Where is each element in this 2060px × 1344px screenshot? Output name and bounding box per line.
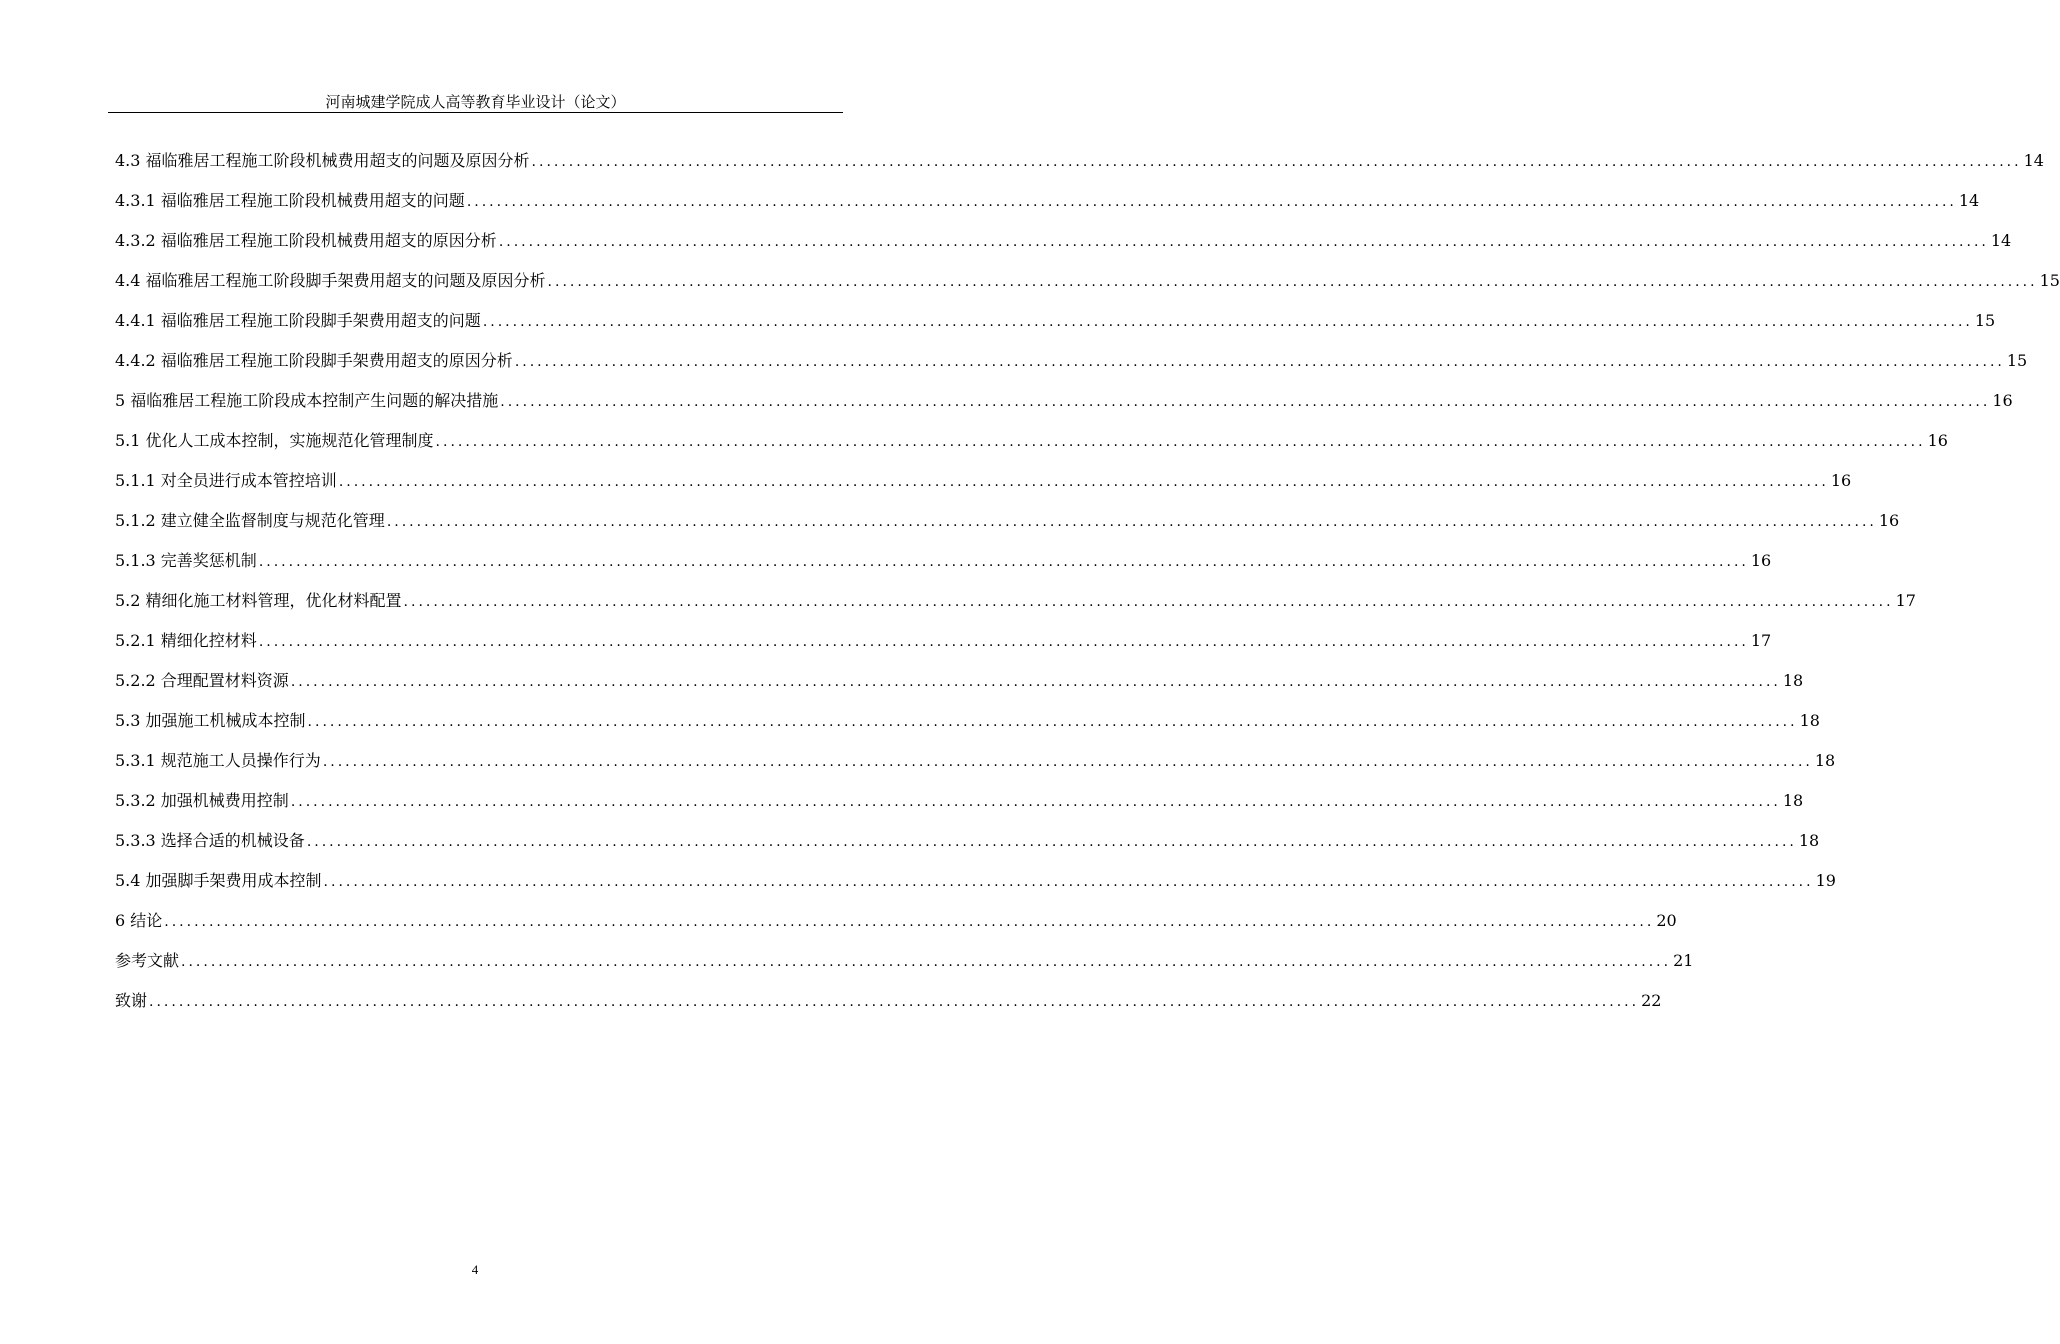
toc-entry-title: 完善奖惩机制 xyxy=(160,551,257,570)
toc-leader-dots: ........................................................................................................................................................................................................ xyxy=(403,594,1894,610)
toc-leader-dots: ........................................................................................................................................................................................................ xyxy=(531,154,2022,170)
toc-leader-dots: ........................................................................................................................................................................................................ xyxy=(306,834,1797,850)
toc-entry-page: 19 xyxy=(1815,871,1836,890)
toc-entry-number: 5.2.2 xyxy=(115,671,161,690)
toc-entry-number: 4.3.1 xyxy=(115,191,161,210)
toc-entry-page: 14 xyxy=(2023,151,2044,170)
toc-entry-title: 合理配置材料资源 xyxy=(160,671,289,690)
header-rule xyxy=(108,112,843,113)
toc-entry-page: 17 xyxy=(1750,631,1772,650)
toc-leader-dots: ........................................................................................................................................................................................................ xyxy=(466,194,1957,210)
toc-entry-number: 4.3 xyxy=(115,151,146,170)
toc-entry-number: 4.3.2 xyxy=(115,231,161,250)
toc-entry-page: 15 xyxy=(2039,271,2060,290)
toc-entry-number: 5.3.2 xyxy=(115,791,161,810)
toc-entry-number: 4.4.1 xyxy=(115,311,161,330)
toc-entry[interactable] xyxy=(115,389,2013,429)
toc-entry-number: 5.1.3 xyxy=(115,551,161,570)
toc-entry-page: 14 xyxy=(1990,231,2012,250)
toc-entry-title: 福临雅居工程施工阶段机械费用超支的原因分析 xyxy=(160,231,497,250)
toc-entry-title: 结论 xyxy=(130,911,163,930)
toc-entry-page: 16 xyxy=(1927,431,1948,450)
toc-entry-title: 精细化施工材料管理，优化材料配置 xyxy=(145,591,402,610)
toc-entry-page: 22 xyxy=(1641,991,1662,1010)
toc-entry-number: 5.3.1 xyxy=(115,751,161,770)
toc-entry[interactable] xyxy=(115,469,1852,509)
toc-entry-title: 精细化控材料 xyxy=(160,631,257,650)
toc-leader-dots: ........................................................................................................................................................................................................ xyxy=(323,874,1814,890)
toc-leader-dots: ........................................................................................................................................................................................................ xyxy=(500,394,1991,410)
toc-entry-title: 福临雅居工程施工阶段成本控制产生问题的解决措施 xyxy=(130,391,499,410)
toc-entry-number: 5.1.1 xyxy=(115,471,161,490)
toc-entry-title: 选择合适的机械设备 xyxy=(160,831,305,850)
toc-leader-dots: ........................................................................................................................................................................................................ xyxy=(290,674,1781,690)
toc-entry-number: 6 xyxy=(115,911,131,930)
toc-leader-dots: ........................................................................................................................................................................................................ xyxy=(307,714,1798,730)
toc-entry[interactable] xyxy=(115,629,1772,669)
toc-entry-number: 5.1.2 xyxy=(115,511,161,530)
toc-entry-number: 5 xyxy=(115,391,131,410)
toc-entry-title: 福临雅居工程施工阶段脚手架费用超支的问题 xyxy=(160,311,481,330)
toc-entry-page: 15 xyxy=(1974,311,1996,330)
toc-entry-title: 优化人工成本控制，实施规范化管理制度 xyxy=(145,431,434,450)
toc-entry-title: 建立健全监督制度与规范化管理 xyxy=(160,511,385,530)
toc-leader-dots: ........................................................................................................................................................................................................ xyxy=(514,354,2005,370)
toc-entry[interactable] xyxy=(115,269,2060,309)
toc-entry-number: 4.4.2 xyxy=(115,351,161,370)
toc-entry[interactable] xyxy=(115,149,2044,189)
toc-entry[interactable] xyxy=(115,709,1820,749)
toc-entry[interactable] xyxy=(115,669,1804,709)
toc-entry[interactable] xyxy=(115,989,1662,1029)
toc-leader-dots: ........................................................................................................................................................................................................ xyxy=(258,554,1749,570)
toc-entry-page: 17 xyxy=(1895,591,1916,610)
toc-leader-dots: ........................................................................................................................................................................................................ xyxy=(149,994,1640,1010)
toc-entry-number: 5.2 xyxy=(115,591,146,610)
toc-entry-number: 4.4 xyxy=(115,271,146,290)
toc-entry[interactable] xyxy=(115,909,1677,949)
toc-entry-title: 加强施工机械成本控制 xyxy=(145,711,306,730)
toc-entry-page: 18 xyxy=(1782,671,1804,690)
toc-entry[interactable] xyxy=(115,949,1694,989)
toc-leader-dots: ........................................................................................................................................................................................................ xyxy=(482,314,1973,330)
toc-entry-page: 16 xyxy=(1830,471,1852,490)
toc-leader-dots: ........................................................................................................................................................................................................ xyxy=(258,634,1749,650)
toc-entry-title: 规范施工人员操作行为 xyxy=(160,751,321,770)
toc-entry-page: 15 xyxy=(2006,351,2028,370)
toc-entry-number: 5.3 xyxy=(115,711,146,730)
toc-entry-number: 5.4 xyxy=(115,871,146,890)
toc-entry-title: 福临雅居工程施工阶段机械费用超支的问题及原因分析 xyxy=(145,151,530,170)
toc-entry-page: 16 xyxy=(1750,551,1772,570)
toc-entry[interactable] xyxy=(115,229,2012,269)
toc-entry-title: 福临雅居工程施工阶段机械费用超支的问题 xyxy=(160,191,465,210)
toc-entry[interactable] xyxy=(115,549,1772,589)
toc-entry[interactable] xyxy=(115,189,1980,229)
toc-entry-page: 18 xyxy=(1814,751,1836,770)
toc-entry[interactable] xyxy=(115,829,1820,869)
toc-entry-title: 致谢 xyxy=(115,991,148,1010)
toc-entry[interactable] xyxy=(115,789,1804,829)
toc-entry-number: 5.1 xyxy=(115,431,146,450)
toc-leader-dots: ........................................................................................................................................................................................................ xyxy=(164,914,1655,930)
toc-entry-page: 14 xyxy=(1958,191,1980,210)
toc-entry-page: 16 xyxy=(1992,391,2013,410)
toc-leader-dots: ........................................................................................................................................................................................................ xyxy=(322,754,1813,770)
toc-entry-title: 参考文献 xyxy=(115,951,180,970)
toc-entry-title: 加强机械费用控制 xyxy=(160,791,289,810)
toc-leader-dots: ........................................................................................................................................................................................................ xyxy=(290,794,1781,810)
toc-entry-title: 福临雅居工程施工阶段脚手架费用超支的问题及原因分析 xyxy=(145,271,546,290)
toc-entry-page: 18 xyxy=(1798,831,1820,850)
toc-leader-dots: ........................................................................................................................................................................................................ xyxy=(338,474,1829,490)
toc-entry[interactable] xyxy=(115,309,1996,349)
toc-entry-title: 加强脚手架费用成本控制 xyxy=(145,871,322,890)
toc-entry[interactable] xyxy=(115,869,1836,909)
toc-entry[interactable] xyxy=(115,429,1948,469)
toc-entry-page: 18 xyxy=(1782,791,1804,810)
toc-entry[interactable] xyxy=(115,589,1916,629)
toc-entry-page: 20 xyxy=(1656,911,1677,930)
running-header: 河南城建学院成人高等教育毕业设计（论文） xyxy=(325,93,626,111)
toc-entry[interactable] xyxy=(115,749,1836,789)
toc-entry-page: 21 xyxy=(1673,951,1694,970)
toc-entry[interactable] xyxy=(115,349,2028,389)
toc-entry-page: 18 xyxy=(1799,711,1820,730)
toc-leader-dots: ........................................................................................................................................................................................................ xyxy=(498,234,1989,250)
table-of-contents xyxy=(115,149,2060,1029)
toc-entry-title: 福临雅居工程施工阶段脚手架费用超支的原因分析 xyxy=(160,351,513,370)
toc-leader-dots: ........................................................................................................................................................................................................ xyxy=(181,954,1672,970)
toc-entry-number: 5.3.3 xyxy=(115,831,161,850)
toc-leader-dots: ........................................................................................................................................................................................................ xyxy=(547,274,2038,290)
toc-entry[interactable] xyxy=(115,509,1900,549)
page-number: 4 xyxy=(471,1262,479,1277)
toc-entry-title: 对全员进行成本管控培训 xyxy=(160,471,337,490)
toc-entry-number: 5.2.1 xyxy=(115,631,161,650)
toc-leader-dots: ........................................................................................................................................................................................................ xyxy=(435,434,1926,450)
toc-leader-dots: ........................................................................................................................................................................................................ xyxy=(386,514,1877,530)
toc-entry-page: 16 xyxy=(1878,511,1900,530)
